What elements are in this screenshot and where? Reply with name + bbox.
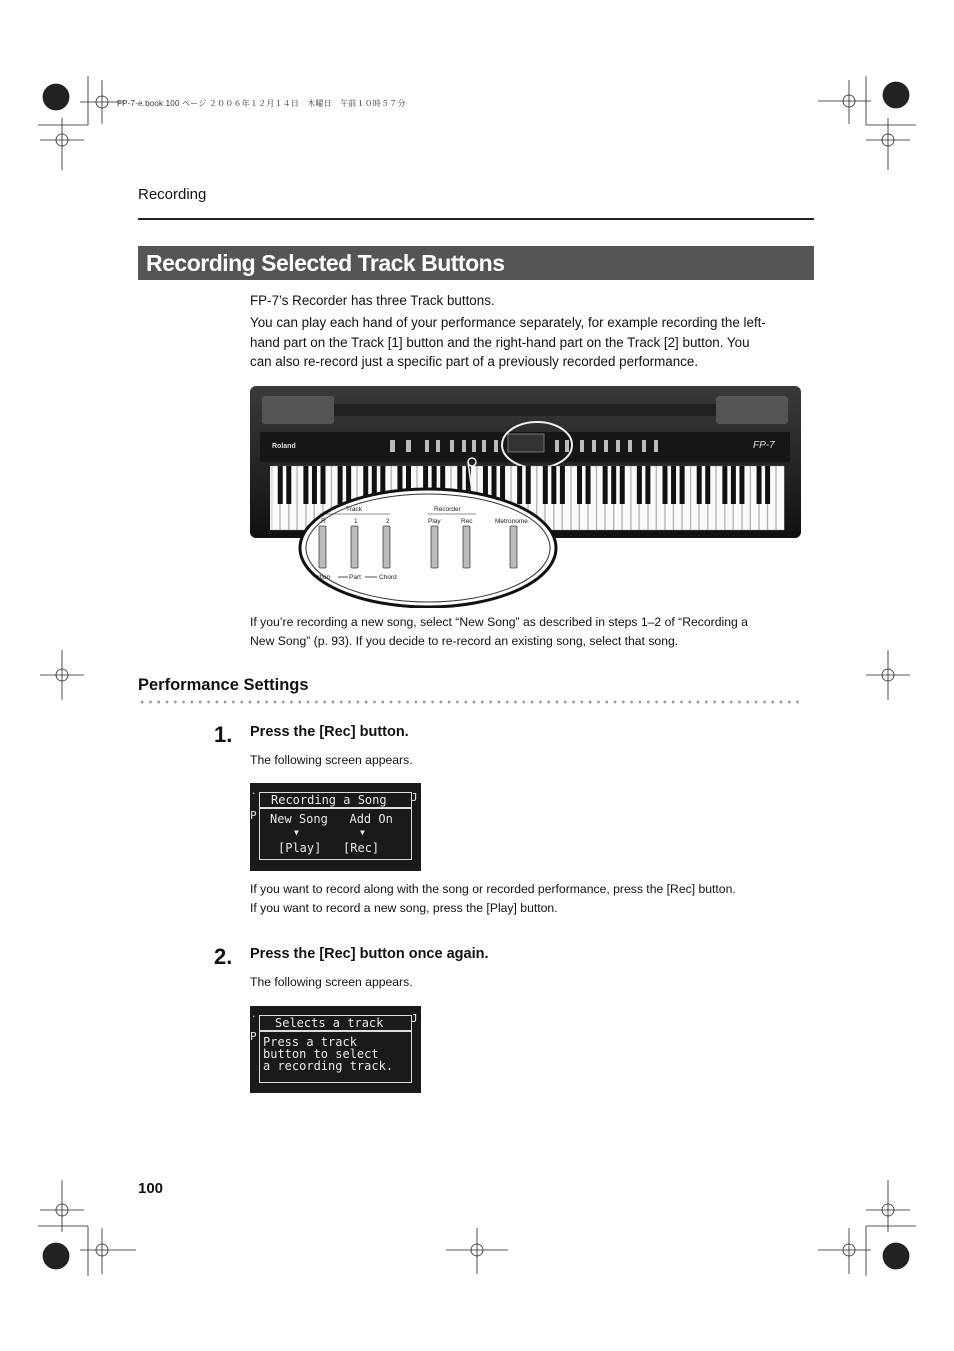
lcd-row1: New Song Add On <box>270 812 393 826</box>
black-key <box>303 466 308 504</box>
step-1-after <box>250 880 810 917</box>
track-2-label: 2 <box>386 518 390 525</box>
track-2-button[interactable] <box>383 526 390 568</box>
down-arrow-icon: ▼ <box>360 828 365 837</box>
step-2-number: 2. <box>214 944 233 969</box>
intro-line: can also re-record just a specific part of a previously recorded performance. <box>250 354 699 369</box>
lcd-line1: Press a track <box>263 1035 357 1049</box>
black-key <box>637 466 642 504</box>
black-key <box>645 466 650 504</box>
black-key <box>739 466 744 504</box>
track-r-label: R <box>321 518 326 525</box>
black-key <box>697 466 702 504</box>
after-line: If you want to record along with the song or recorded performance, press the [Rec] button. <box>250 882 736 896</box>
black-key <box>611 466 616 504</box>
black-key <box>731 466 736 504</box>
black-key <box>586 466 591 504</box>
black-key <box>757 466 762 504</box>
after-line: If you want to record a new song, press the [Play] button. <box>250 900 558 915</box>
lcd-edge-left: P <box>250 1030 257 1043</box>
metronome-label: Metronome <box>495 518 528 525</box>
rec-label: Rec <box>461 518 473 525</box>
brand-label: Roland <box>272 443 296 450</box>
play-label: Play <box>428 518 441 525</box>
piano-illustration <box>250 386 802 608</box>
lcd-divider <box>259 807 412 809</box>
rec-button[interactable] <box>463 526 470 568</box>
section-title: Recording Selected Track Buttons <box>146 250 505 276</box>
step-1-caption: The following screen appears. <box>250 753 413 767</box>
black-key <box>312 466 317 504</box>
black-key <box>560 466 565 504</box>
white-key <box>776 466 784 530</box>
black-key <box>543 466 548 504</box>
step-2-title: Press the [Rec] button once again. <box>250 946 489 962</box>
section-title-bar <box>138 246 814 280</box>
black-key <box>517 466 522 504</box>
lcd-edge-right: J <box>411 791 418 804</box>
black-key <box>705 466 710 504</box>
intro-line: You can play each hand of your performance separately, for example recording the left- <box>250 315 766 330</box>
black-key <box>577 466 582 504</box>
track-1-button[interactable] <box>351 526 358 568</box>
page-number: 100 <box>138 1180 164 1197</box>
play-button[interactable] <box>431 526 438 568</box>
black-key <box>346 466 351 504</box>
recorder-group-label: Recorder <box>434 506 461 513</box>
subhead: Performance Settings <box>138 676 309 694</box>
lcd-line2: button to select <box>263 1047 379 1061</box>
black-key <box>663 466 668 504</box>
model-label: FP-7 <box>753 440 775 451</box>
black-key <box>526 466 531 504</box>
track-group-label: Track <box>346 506 363 513</box>
step-1-title: Press the [Rec] button. <box>250 724 409 740</box>
track-r-button[interactable] <box>319 526 326 568</box>
note-line: New Song” (p. 93). If you decide to re-record an existing song, select that song. <box>250 633 679 648</box>
print-header: FP-7-e.book 100 ページ ２００６年１２月１４日 木曜日 午前１０時５７分 <box>117 99 406 108</box>
step-1-number: 1. <box>214 722 233 747</box>
lcd-title: Selects a track <box>275 1016 384 1030</box>
intro-paragraph-1: FP-7’s Recorder has three Track buttons. <box>250 293 495 308</box>
black-key <box>671 466 676 504</box>
down-arrow-icon: ▼ <box>294 828 299 837</box>
lcd-screen-1 <box>250 783 421 871</box>
intro-line: hand part on the Track [1] button and the right-hand part on the Track [2] button. You <box>250 334 750 350</box>
metronome-button[interactable] <box>510 526 517 568</box>
black-key <box>551 466 556 504</box>
note-line: If you’re recording a new song, select “New Song” as described in steps 1–2 of “Recording a <box>250 615 748 629</box>
lcd-edge-right: J <box>411 1012 418 1025</box>
header-rule <box>138 218 814 220</box>
lcd-line3: a recording track. <box>263 1059 394 1073</box>
black-key <box>286 466 291 504</box>
footer-part-label: Part <box>349 574 361 581</box>
step-2-caption: The following screen appears. <box>250 975 413 989</box>
lcd-title: Recording a Song <box>271 793 387 807</box>
black-key <box>680 466 685 504</box>
dotted-rule <box>138 700 804 704</box>
black-key <box>620 466 625 504</box>
black-key <box>765 466 770 504</box>
footer-chord-label: Chord <box>379 574 397 581</box>
lcd-edge-left: P <box>250 809 257 822</box>
lcd-edge-dot: . <box>251 787 257 797</box>
running-head: Recording <box>138 186 207 203</box>
black-key <box>722 466 727 504</box>
intro-paragraph-2 <box>250 313 805 372</box>
footer-ation-label: ation <box>316 574 331 581</box>
lcd-divider <box>259 1030 412 1032</box>
lcd-screen-2 <box>250 1006 421 1093</box>
black-key <box>603 466 608 504</box>
piano-figure <box>250 386 802 608</box>
track-1-label: 1 <box>354 518 358 525</box>
black-key <box>338 466 343 504</box>
lcd-edge-dot: . <box>251 1010 257 1020</box>
black-key <box>278 466 283 504</box>
black-key <box>321 466 326 504</box>
note-paragraph <box>250 613 810 650</box>
lcd-row2: [Play] [Rec] <box>278 841 380 855</box>
